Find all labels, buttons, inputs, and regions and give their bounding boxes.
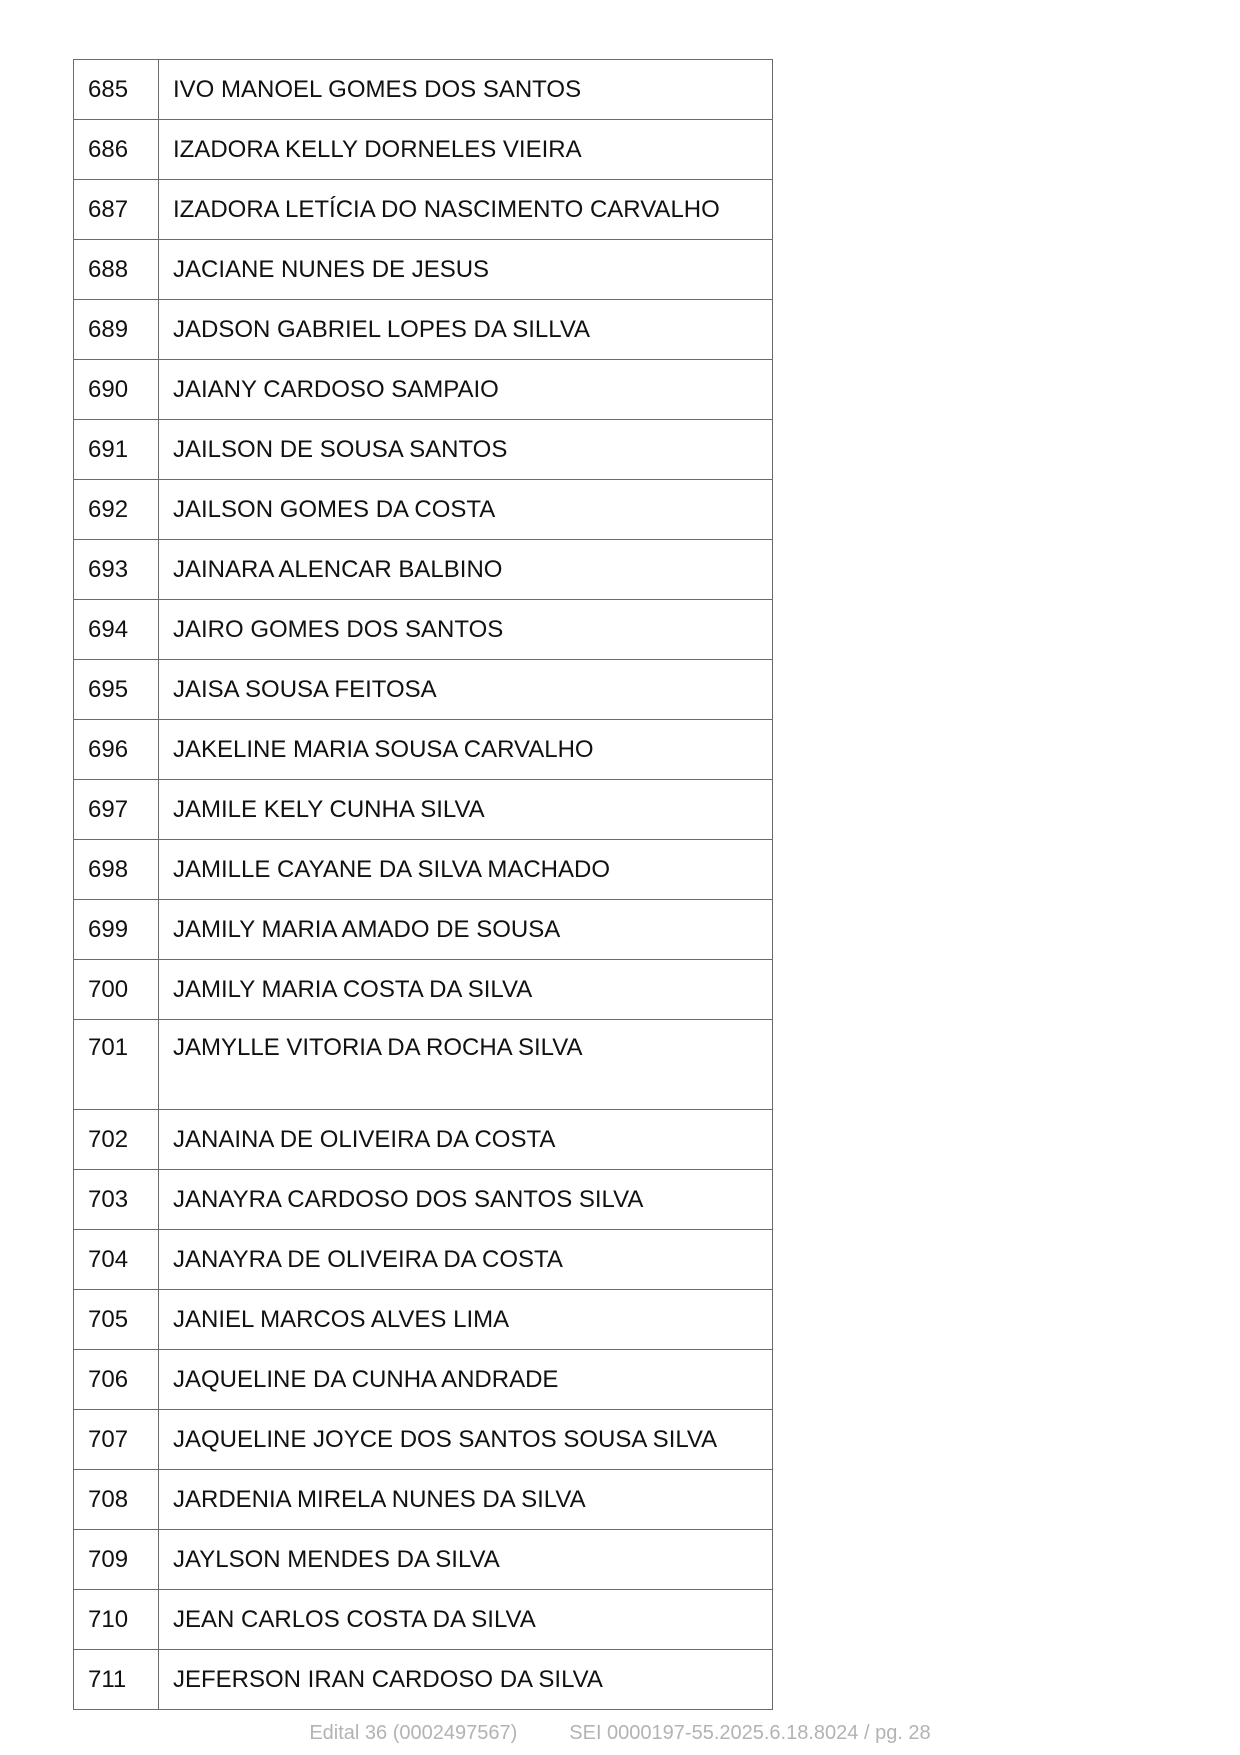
- table-row: [74, 960, 773, 1020]
- table-row: [74, 360, 773, 420]
- row-number: 697: [74, 780, 159, 840]
- row-name: JADSON GABRIEL LOPES DA SILLVA: [159, 300, 773, 360]
- row-name: JACIANE NUNES DE JESUS: [159, 240, 773, 300]
- row-number: 699: [74, 900, 159, 960]
- row-name: JAMYLLE VITORIA DA ROCHA SILVA: [159, 1020, 773, 1110]
- row-number: 691: [74, 420, 159, 480]
- row-name: JEFERSON IRAN CARDOSO DA SILVA: [159, 1650, 773, 1710]
- row-name: JANAYRA DE OLIVEIRA DA COSTA: [159, 1230, 773, 1290]
- row-number: 710: [74, 1590, 159, 1650]
- footer-process-page: SEI 0000197-55.2025.6.18.8024 / pg. 28: [569, 1722, 931, 1744]
- table-row: [74, 1290, 773, 1350]
- row-number: 686: [74, 120, 159, 180]
- row-name: JAYLSON MENDES DA SILVA: [159, 1530, 773, 1590]
- row-number: 687: [74, 180, 159, 240]
- row-number: 698: [74, 840, 159, 900]
- table-row: [74, 300, 773, 360]
- row-number: 688: [74, 240, 159, 300]
- table-row: [74, 1230, 773, 1290]
- row-name: JAILSON GOMES DA COSTA: [159, 480, 773, 540]
- row-number: 694: [74, 600, 159, 660]
- row-name: JAMILE KELY CUNHA SILVA: [159, 780, 773, 840]
- row-name: JANAINA DE OLIVEIRA DA COSTA: [159, 1110, 773, 1170]
- table-row: [74, 420, 773, 480]
- row-name: JANIEL MARCOS ALVES LIMA: [159, 1290, 773, 1350]
- row-name: JANAYRA CARDOSO DOS SANTOS SILVA: [159, 1170, 773, 1230]
- row-name: JAIRO GOMES DOS SANTOS: [159, 600, 773, 660]
- row-name: JAIANY CARDOSO SAMPAIO: [159, 360, 773, 420]
- row-name: JAMILY MARIA COSTA DA SILVA: [159, 960, 773, 1020]
- row-name: JAQUELINE DA CUNHA ANDRADE: [159, 1350, 773, 1410]
- row-name: JAILSON DE SOUSA SANTOS: [159, 420, 773, 480]
- row-name: JAMILY MARIA AMADO DE SOUSA: [159, 900, 773, 960]
- table-row: [74, 480, 773, 540]
- table-row: [74, 840, 773, 900]
- table-row: [74, 1410, 773, 1470]
- row-number: 695: [74, 660, 159, 720]
- row-number: 708: [74, 1470, 159, 1530]
- row-number: 706: [74, 1350, 159, 1410]
- table-row: [74, 60, 773, 120]
- row-number: 701: [74, 1020, 159, 1110]
- table-row: [74, 1350, 773, 1410]
- page-footer: [0, 1722, 1240, 1745]
- table-row: [74, 900, 773, 960]
- row-number: 705: [74, 1290, 159, 1350]
- row-name: JARDENIA MIRELA NUNES DA SILVA: [159, 1470, 773, 1530]
- row-name: JAQUELINE JOYCE DOS SANTOS SOUSA SILVA: [159, 1410, 773, 1470]
- table-row: [74, 600, 773, 660]
- row-number: 693: [74, 540, 159, 600]
- row-number: 709: [74, 1530, 159, 1590]
- table-row: [74, 540, 773, 600]
- table-row: [74, 120, 773, 180]
- row-name: JAMILLE CAYANE DA SILVA MACHADO: [159, 840, 773, 900]
- row-number: 692: [74, 480, 159, 540]
- row-number: 696: [74, 720, 159, 780]
- table-row: [74, 180, 773, 240]
- row-name: IZADORA LETÍCIA DO NASCIMENTO CARVALHO: [159, 180, 773, 240]
- table-row: [74, 1110, 773, 1170]
- row-number: 700: [74, 960, 159, 1020]
- names-table: [73, 59, 773, 1710]
- row-number: 690: [74, 360, 159, 420]
- table-row: [74, 1470, 773, 1530]
- row-number: 711: [74, 1650, 159, 1710]
- table-row: [74, 1650, 773, 1710]
- table-row: [74, 1020, 773, 1110]
- table-row: [74, 780, 773, 840]
- footer-document-id: Edital 36 (0002497567): [309, 1722, 518, 1744]
- row-number: 689: [74, 300, 159, 360]
- table-row: [74, 660, 773, 720]
- row-number: 707: [74, 1410, 159, 1470]
- row-name: IVO MANOEL GOMES DOS SANTOS: [159, 60, 773, 120]
- names-table-body: [74, 60, 773, 1710]
- row-name: JAKELINE MARIA SOUSA CARVALHO: [159, 720, 773, 780]
- row-name: JAINARA ALENCAR BALBINO: [159, 540, 773, 600]
- table-row: [74, 1530, 773, 1590]
- row-number: 685: [74, 60, 159, 120]
- table-row: [74, 720, 773, 780]
- row-number: 702: [74, 1110, 159, 1170]
- table-row: [74, 1170, 773, 1230]
- row-name: JAISA SOUSA FEITOSA: [159, 660, 773, 720]
- row-name: JEAN CARLOS COSTA DA SILVA: [159, 1590, 773, 1650]
- table-row: [74, 240, 773, 300]
- row-number: 703: [74, 1170, 159, 1230]
- row-number: 704: [74, 1230, 159, 1290]
- row-name: IZADORA KELLY DORNELES VIEIRA: [159, 120, 773, 180]
- table-row: [74, 1590, 773, 1650]
